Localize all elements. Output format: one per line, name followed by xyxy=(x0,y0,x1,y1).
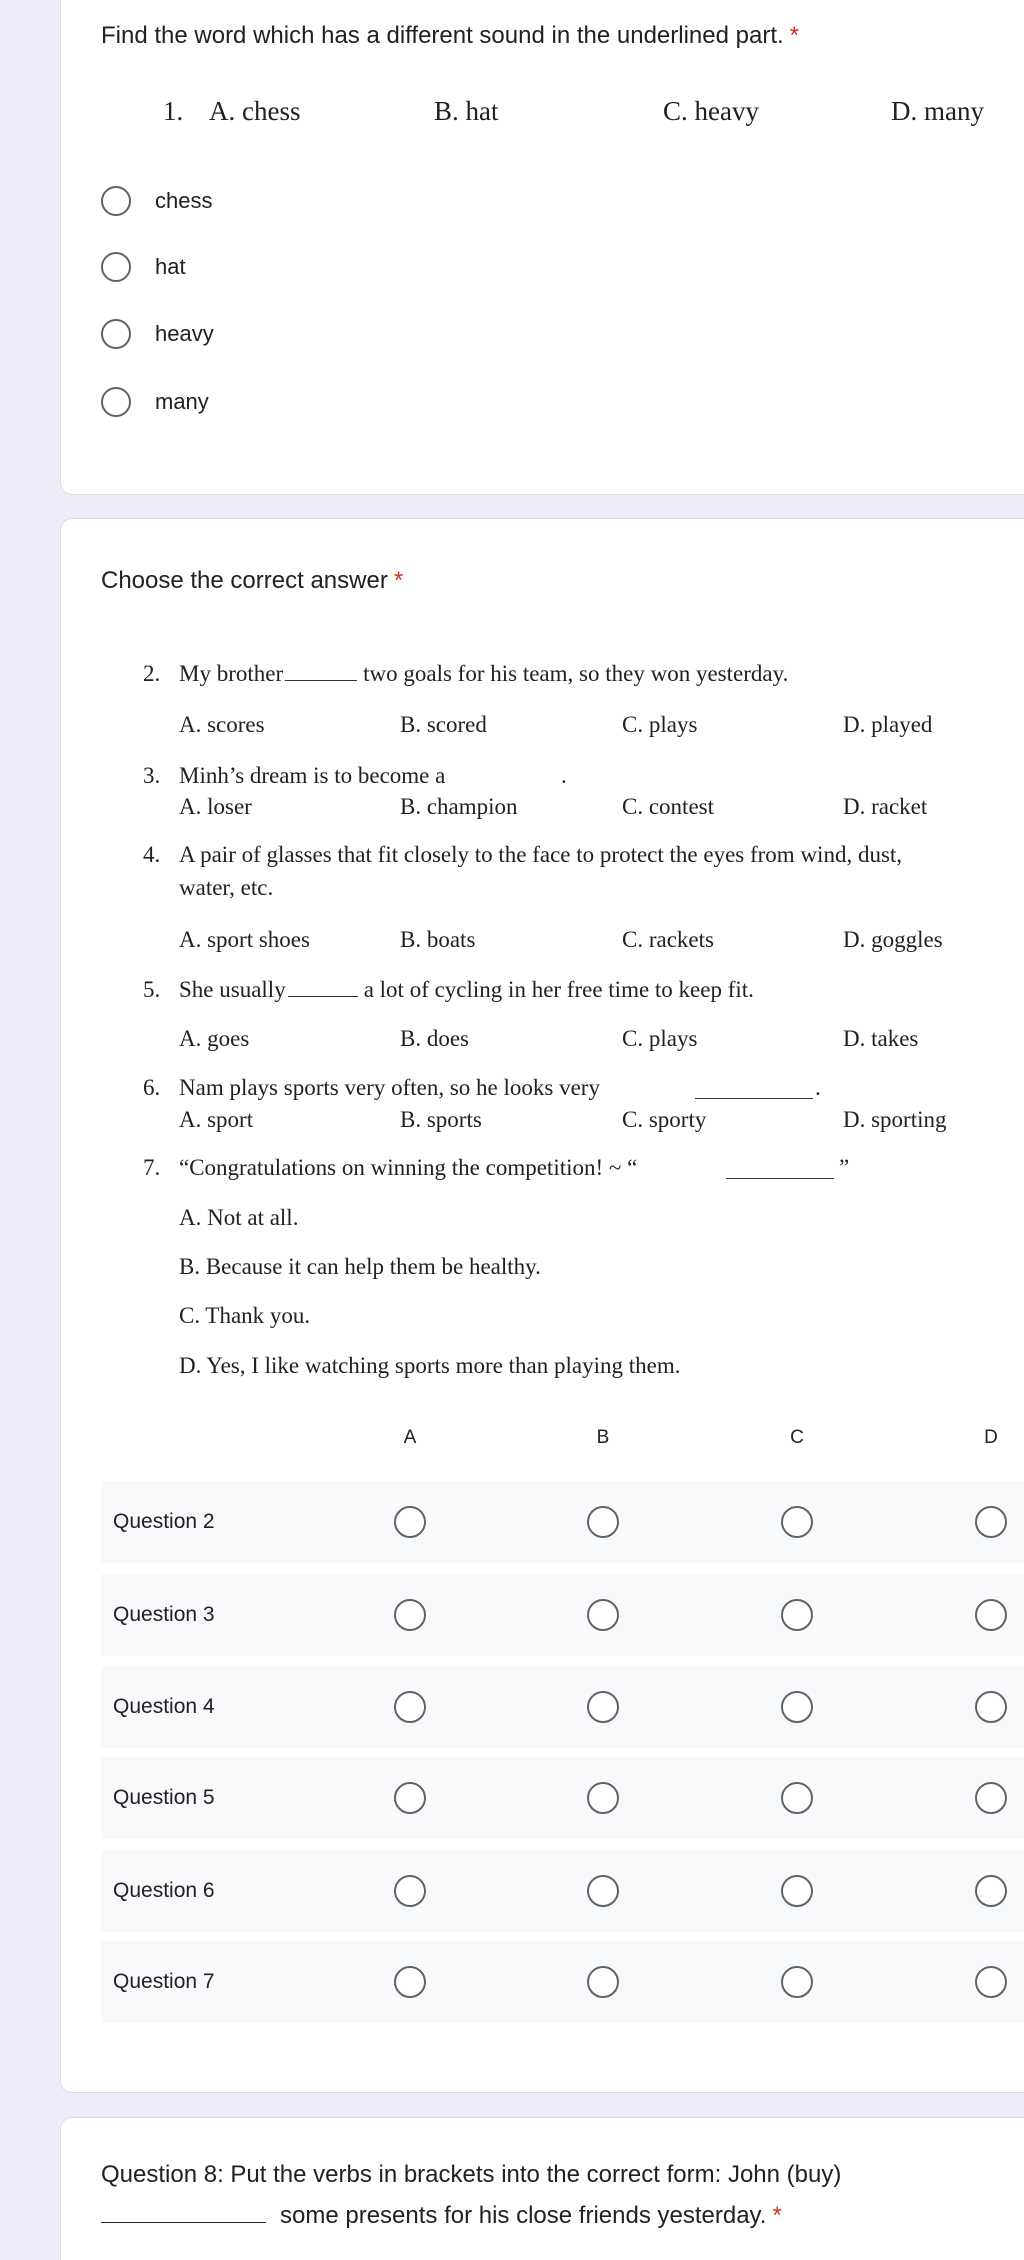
radio-option-chess[interactable] xyxy=(101,179,212,223)
grid-radio-d[interactable] xyxy=(975,1966,1007,1998)
item-4-question-line1: A pair of glasses that fit closely to the face to protect the eyes from wind, dust, xyxy=(179,842,903,867)
grid-row-label: Question 6 xyxy=(113,1879,215,1902)
answer-blank xyxy=(101,2197,266,2223)
radio-option-many[interactable] xyxy=(101,380,209,424)
option-label: chess xyxy=(155,188,213,213)
question-card-2 xyxy=(60,518,1024,2093)
required-asterisk: * xyxy=(772,2202,782,2229)
item-4-number: 4. xyxy=(143,842,161,867)
question-8-title xyxy=(101,2154,1024,2236)
answer-blank xyxy=(288,979,358,997)
q1-choice-c: C. heavy xyxy=(663,96,759,126)
option-label: heavy xyxy=(155,321,214,346)
item-6-choice-d: D. sporting xyxy=(843,1107,947,1132)
item-2-choice-b: B. scored xyxy=(400,712,487,737)
grid-row-question-6 xyxy=(101,1850,1024,1932)
grid-radio-b[interactable] xyxy=(587,1599,619,1631)
item-6-choice-c: C. sporty xyxy=(622,1107,707,1132)
item-6-choice-b: B. sports xyxy=(400,1107,482,1132)
grid-row-label: Question 3 xyxy=(113,1603,215,1626)
question-1-title xyxy=(101,19,1021,54)
radio-button[interactable] xyxy=(101,387,131,417)
item-3-number: 3. xyxy=(143,763,161,788)
item-4-choice-c: C. rackets xyxy=(622,927,714,952)
radio-option-hat[interactable] xyxy=(101,245,186,289)
item-3-question: Minh’s dream is to become a xyxy=(179,763,446,788)
grid-row-question-3 xyxy=(101,1574,1024,1656)
item-2-text-after: two goals for his team, so they won yesterday. xyxy=(363,661,789,686)
item-3-choice-b: B. champion xyxy=(400,794,518,819)
item-5-question xyxy=(179,977,754,1003)
question-8-continuation: some presents for his close friends yesterday. xyxy=(280,2202,767,2229)
grid-row-label: Question 5 xyxy=(113,1786,215,1809)
item-4-choice-b: B. boats xyxy=(400,927,476,952)
radio-button[interactable] xyxy=(101,319,131,349)
item-3-choice-a: A. loser xyxy=(179,794,252,819)
item-5-choice-d: D. takes xyxy=(843,1026,919,1051)
question-2-title-text: Choose the correct answer xyxy=(101,567,388,594)
item-5-choice-a: A. goes xyxy=(179,1026,250,1051)
grid-radio-d[interactable] xyxy=(975,1691,1007,1723)
grid-row-question-4 xyxy=(101,1666,1024,1748)
option-label: many xyxy=(155,389,209,414)
q1-choice-b: B. hat xyxy=(434,96,499,126)
grid-radio-d[interactable] xyxy=(975,1875,1007,1907)
q1-choice-a: A. chess xyxy=(209,96,301,126)
question-card-1 xyxy=(60,0,1024,495)
item-5-text-after: a lot of cycling in her free time to keep fit. xyxy=(363,977,754,1002)
grid-radio-d[interactable] xyxy=(975,1599,1007,1631)
item-6-question: Nam plays sports very often, so he looks very xyxy=(179,1075,600,1100)
grid-row-question-5 xyxy=(101,1757,1024,1839)
grid-row-question-2 xyxy=(101,1481,1024,1563)
radio-button[interactable] xyxy=(101,252,131,282)
grid-column-header-d: D xyxy=(984,1427,998,1448)
item-3-choice-d: D. racket xyxy=(843,794,928,819)
item-7-choice-d: D. Yes, I like watching sports more than playing them. xyxy=(179,1353,681,1378)
grid-radio-c[interactable] xyxy=(781,1506,813,1538)
required-asterisk: * xyxy=(789,22,799,49)
item-7-number: 7. xyxy=(143,1155,161,1180)
item-7-choice-a: A. Not at all. xyxy=(179,1205,299,1230)
grid-row-question-7 xyxy=(101,1941,1024,2023)
grid-row-label: Question 7 xyxy=(113,1970,215,1993)
grid-radio-a[interactable] xyxy=(394,1966,426,1998)
item-3-period: . xyxy=(561,763,567,788)
item-5-text-before: She usually xyxy=(179,977,286,1002)
answer-blank xyxy=(726,1161,834,1179)
grid-radio-c[interactable] xyxy=(781,1691,813,1723)
grid-radio-a[interactable] xyxy=(394,1875,426,1907)
grid-column-header-b: B xyxy=(596,1427,610,1448)
grid-radio-c[interactable] xyxy=(781,1966,813,1998)
grid-row-label: Question 4 xyxy=(113,1695,215,1718)
grid-radio-a[interactable] xyxy=(394,1691,426,1723)
grid-radio-a[interactable] xyxy=(394,1599,426,1631)
grid-radio-d[interactable] xyxy=(975,1782,1007,1814)
item-5-choice-b: B. does xyxy=(400,1026,469,1051)
item-2-choice-d: D. played xyxy=(843,712,933,737)
q1-number: 1. xyxy=(163,96,184,126)
grid-radio-b[interactable] xyxy=(587,1782,619,1814)
grid-radio-c[interactable] xyxy=(781,1599,813,1631)
item-7-closing-quote: ” xyxy=(839,1155,850,1180)
item-4-choice-a: A. sport shoes xyxy=(179,927,310,952)
required-asterisk: * xyxy=(393,567,404,594)
option-label: hat xyxy=(155,254,186,279)
grid-radio-b[interactable] xyxy=(587,1506,619,1538)
q1-choice-d: D. many xyxy=(891,96,984,126)
item-2-number: 2. xyxy=(143,661,161,686)
item-4-choice-d: D. goggles xyxy=(843,927,943,952)
item-6-choice-a: A. sport xyxy=(179,1107,254,1132)
grid-radio-b[interactable] xyxy=(587,1966,619,1998)
grid-column-header-a: A xyxy=(403,1427,417,1448)
grid-radio-a[interactable] xyxy=(394,1506,426,1538)
item-7-question: “Congratulations on winning the competition! ~ “ xyxy=(179,1155,638,1180)
item-5-number: 5. xyxy=(143,977,161,1002)
item-7-choice-c: C. Thank you. xyxy=(179,1303,311,1328)
item-6-period: . xyxy=(815,1075,821,1100)
item-2-choice-a: A. scores xyxy=(179,712,265,737)
item-6-number: 6. xyxy=(143,1075,161,1100)
item-2-question xyxy=(179,661,788,687)
grid-radio-b[interactable] xyxy=(587,1875,619,1907)
item-7-choice-b: B. Because it can help them be healthy. xyxy=(179,1254,541,1279)
grid-column-header-c: C xyxy=(790,1427,804,1448)
question-2-title xyxy=(101,564,1021,599)
grid-radio-d[interactable] xyxy=(975,1506,1007,1538)
grid-radio-b[interactable] xyxy=(587,1691,619,1723)
question-1-title-text: Find the word which has a different sound in the underlined part. xyxy=(101,22,784,49)
item-2-text-before: My brother xyxy=(179,661,284,686)
question-8-title-text: Question 8: Put the verbs in brackets into the correct form: John (buy) xyxy=(101,2161,842,2188)
item-4-question-line2: water, etc. xyxy=(179,875,274,900)
radio-option-heavy[interactable] xyxy=(101,312,214,356)
question-card-8 xyxy=(60,2117,1024,2260)
item-2-choice-c: C. plays xyxy=(622,712,698,737)
grid-radio-a[interactable] xyxy=(394,1782,426,1814)
grid-row-label: Question 2 xyxy=(113,1510,215,1533)
radio-button[interactable] xyxy=(101,186,131,216)
grid-radio-c[interactable] xyxy=(781,1875,813,1907)
item-3-choice-c: C. contest xyxy=(622,794,714,819)
grid-radio-c[interactable] xyxy=(781,1782,813,1814)
answer-blank xyxy=(285,663,357,681)
answer-blank xyxy=(695,1081,813,1099)
item-5-choice-c: C. plays xyxy=(622,1026,698,1051)
